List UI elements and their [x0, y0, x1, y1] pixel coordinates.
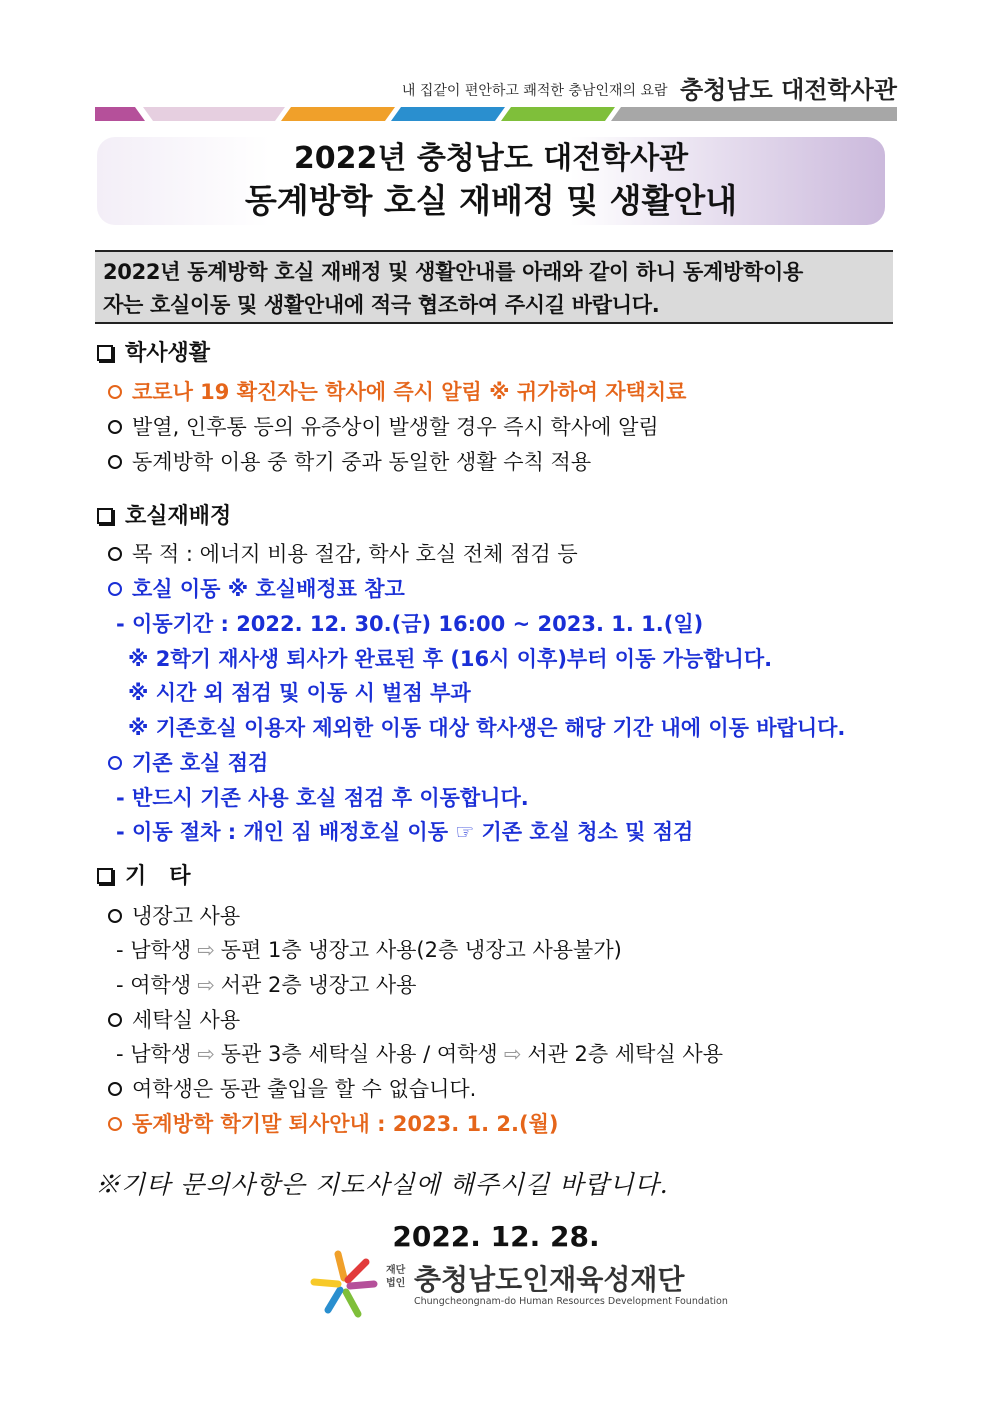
intro-notice	[95, 250, 893, 324]
circle-bullet-icon	[108, 582, 122, 596]
list-item-checkout-text: 동계방학 학기말 퇴사안내 : 2023. 1. 2.(월)	[132, 1112, 559, 1136]
circle-bullet-icon	[108, 1082, 122, 1096]
list-item-laundry	[108, 1006, 240, 1034]
inquiry-note: ※기타 문의사항은 지도사실에 해주시길 바랍니다.	[95, 1170, 669, 1199]
laundry-female-text: 서관 2층 세탁실 사용	[527, 1042, 723, 1066]
move-period: - 이동기간 : 2022. 12. 30.(금) 16:00 ~ 2023. 1. 1.(일)	[116, 612, 704, 636]
circle-bullet-icon	[108, 1117, 122, 1131]
fridge-female-text: 서관 2층 냉장고 사용	[220, 973, 417, 997]
circle-bullet-icon	[108, 756, 122, 770]
list-item-female-rule-text: 여학생은 동관 출입을 할 수 없습니다.	[132, 1077, 477, 1101]
move-note-3: ※ 기존호실 이용자 제외한 이동 대상 학사생은 해당 기간 내에 이동 바랍니다.	[128, 716, 846, 740]
list-item-purpose	[108, 540, 578, 568]
list-item-room-move-text: 호실 이동 ※ 호실배정표 참고	[132, 577, 405, 601]
section-heading-room-label: 호실재배정	[125, 504, 232, 529]
intro-line-1: 2022년 동계방학 호실 재배정 및 생활안내를 아래와 같이 하니 동계방학이용	[103, 260, 803, 284]
room-check-1: - 반드시 기존 사용 호실 점검 후 이동합니다.	[116, 786, 529, 810]
checkbox-square-icon	[97, 508, 113, 524]
foundation-name-english: Chungcheongnam-do Human Resources Development Foundation	[414, 1296, 728, 1307]
fridge-male-label: - 남학생	[116, 938, 192, 962]
circle-bullet-icon	[108, 455, 122, 469]
fridge-female	[116, 971, 416, 999]
color-stripe	[95, 107, 897, 121]
list-item-room-check	[108, 749, 268, 777]
list-item-rules	[108, 448, 591, 476]
laundry-male-label: - 남학생	[116, 1042, 192, 1066]
section-heading-life	[97, 340, 210, 368]
list-item-fridge	[108, 902, 240, 930]
list-item-laundry-text: 세탁실 사용	[132, 1008, 241, 1032]
list-item-covid	[108, 378, 686, 406]
fridge-female-label: - 여학생	[116, 973, 192, 997]
intro-line-2: 자는 호실이동 및 생활안내에 적극 협조하여 주시길 바랍니다.	[103, 293, 660, 317]
foundation-legal-type	[386, 1264, 405, 1290]
circle-bullet-icon	[108, 909, 122, 923]
list-item-symptoms-text: 발열, 인후통 등의 유증상이 발생할 경우 즉시 학사에 알림	[132, 415, 659, 439]
move-note-1: ※ 2학기 재사생 퇴사가 완료된 후 (16시 이후)부터 이동 가능합니다.	[128, 647, 773, 671]
legal-type-line-2: 법인	[386, 1278, 406, 1289]
laundry-male-text: 동관 3층 세탁실 사용 / 여학생	[220, 1042, 498, 1066]
document-date: 2022. 12. 28.	[392, 1220, 600, 1253]
header-tagline	[402, 70, 897, 105]
list-item-female-rule	[108, 1075, 476, 1103]
title-line-2: 동계방학 호실 재배정 및 생활안내	[244, 181, 738, 220]
list-item-checkout	[108, 1110, 559, 1138]
list-item-room-move	[108, 575, 405, 603]
section-heading-etc-label: 기 타	[125, 864, 191, 889]
circle-bullet-icon	[108, 1013, 122, 1027]
move-note-2: ※ 시간 외 점검 및 이동 시 벌점 부과	[128, 681, 471, 705]
header-slogan: 내 집같이 편안하고 쾌적한 충남인재의 요람	[401, 83, 668, 99]
circle-bullet-icon	[108, 385, 122, 399]
arrow-right-icon: ⇨	[197, 1042, 215, 1066]
section-heading-life-label: 학사생활	[125, 341, 211, 366]
list-item-purpose-text: 목 적 : 에너지 비용 절감, 학사 호실 전체 점검 등	[132, 542, 578, 566]
section-heading-room	[97, 503, 231, 531]
laundry-detail	[116, 1040, 723, 1068]
circle-bullet-icon	[108, 420, 122, 434]
list-item-symptoms	[108, 413, 659, 441]
list-item-room-check-text: 기존 호실 점검	[132, 751, 269, 775]
arrow-right-icon: ⇨	[503, 1042, 522, 1066]
circle-bullet-icon	[108, 547, 122, 561]
foundation-name: 충청남도인재육성재단	[414, 1263, 685, 1296]
checkbox-square-icon	[97, 868, 113, 884]
section-heading-etc	[97, 863, 190, 891]
legal-type-line-1: 재단	[386, 1265, 406, 1276]
arrow-right-icon: ⇨	[197, 938, 215, 962]
foundation-pinwheel-icon	[308, 1248, 380, 1320]
title-line-1: 2022년 충청남도 대전학사관	[293, 141, 689, 176]
room-check-2: - 이동 절차 : 개인 짐 배정호실 이동 ☞ 기존 호실 청소 및 점검	[116, 820, 694, 844]
fridge-male	[116, 936, 622, 964]
list-item-covid-text: 코로나 19 확진자는 학사에 즉시 알림 ※ 귀가하여 자택치료	[132, 380, 687, 404]
checkbox-square-icon	[97, 345, 113, 361]
list-item-rules-text: 동계방학 이용 중 학기 중과 동일한 생활 수칙 적용	[132, 450, 592, 474]
document-title-box	[97, 137, 885, 225]
list-item-fridge-text: 냉장고 사용	[132, 904, 241, 928]
header-org-name: 충청남도 대전학사관	[679, 76, 897, 104]
arrow-right-icon: ⇨	[197, 973, 215, 997]
fridge-male-text: 동편 1층 냉장고 사용(2층 냉장고 사용불가)	[220, 938, 622, 962]
foundation-logo	[308, 1248, 728, 1320]
